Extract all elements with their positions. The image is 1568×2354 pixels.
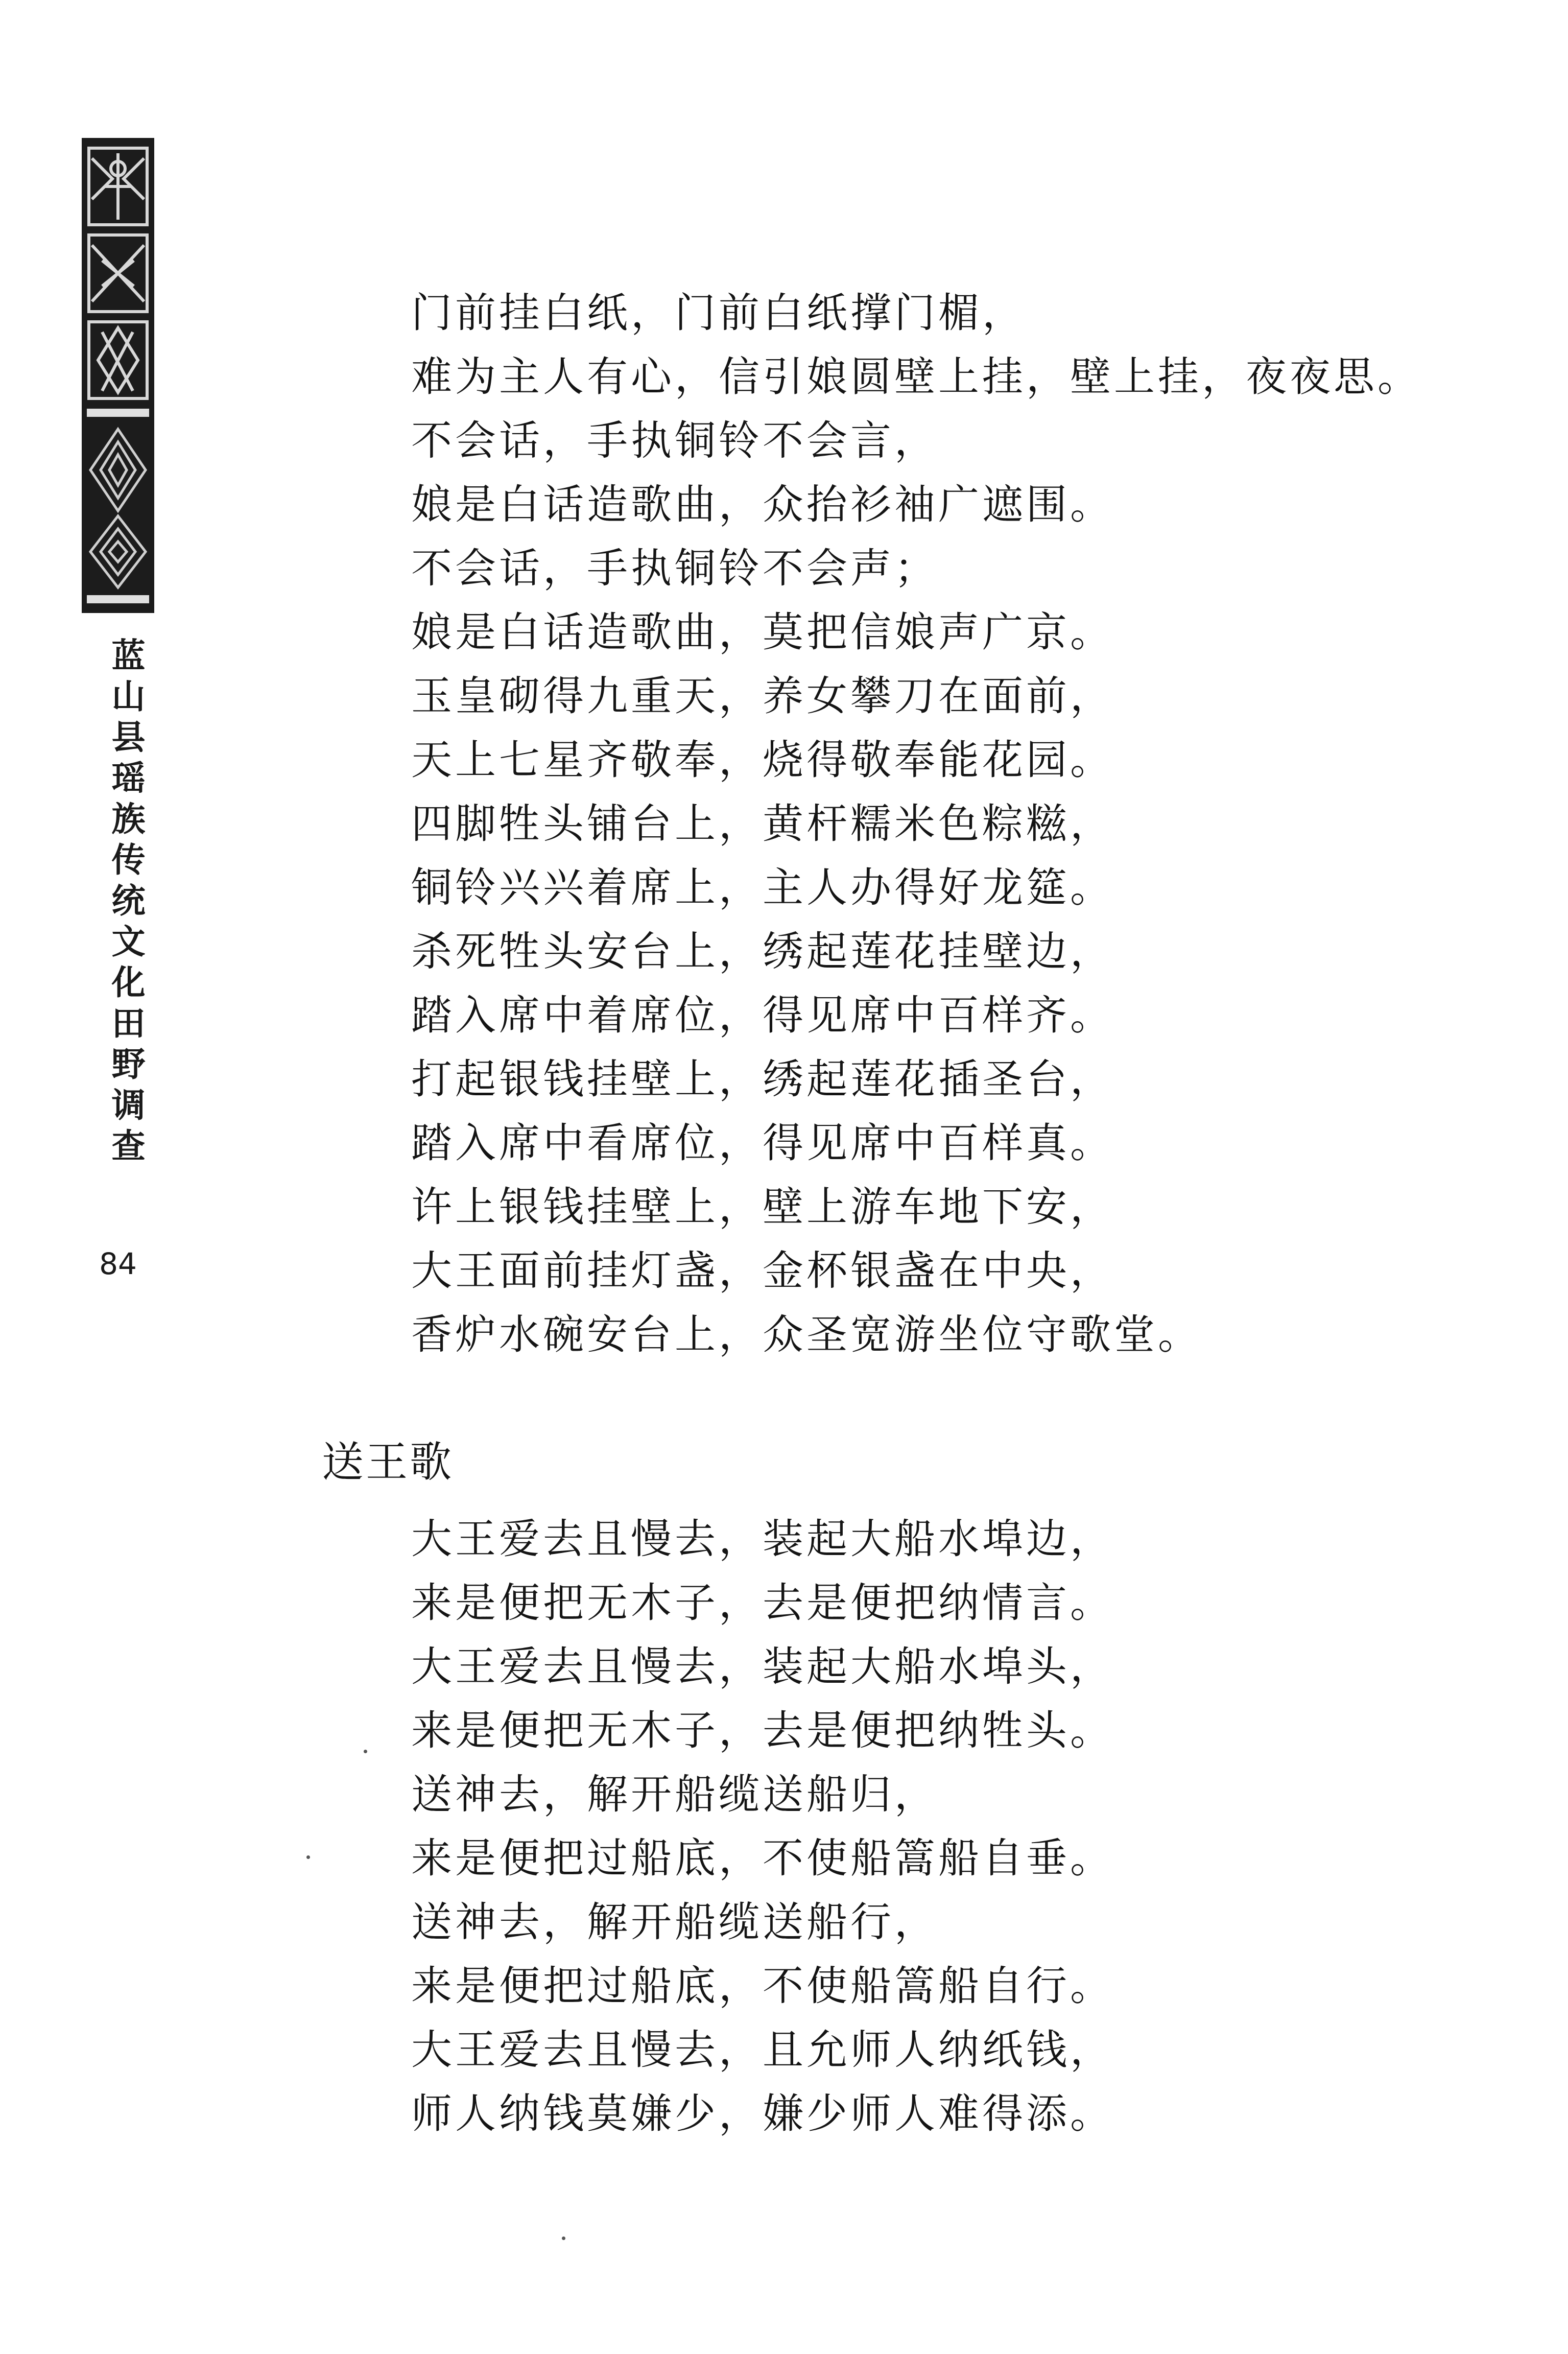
verse-line: 大王爱去且慢去，装起大船水埠头，: [411, 1643, 1114, 1690]
page-number: 84: [99, 1246, 137, 1281]
scan-speck: [364, 1750, 367, 1753]
verse-line: 四脚牲头铺台上，黄杆糯米色粽糍，: [411, 800, 1114, 848]
verse-line: 踏入席中着席位，得见席中百样齐。: [411, 992, 1114, 1039]
verse-line: 玉皇砌得九重天，养女攀刀在面前，: [411, 672, 1114, 720]
verse-line: 大王爱去且慢去，且允师人纳纸钱，: [411, 2026, 1114, 2074]
verse-line: 踏入席中看席位，得见席中百样真。: [411, 1119, 1114, 1167]
verse-line: 大王面前挂灯盏，金杯银盏在中央，: [411, 1247, 1114, 1294]
verse-line: 娘是白话造歌曲，莫把信娘声广京。: [411, 608, 1114, 656]
book-title-vertical: 蓝山县瑶族传统文化田野调查: [106, 638, 145, 1169]
poem-verse-continued: [411, 281, 1484, 1367]
verse-line: 难为主人有心，信引娘圆壁上挂，壁上挂，夜夜思。: [411, 353, 1421, 401]
song-title: 送王歌: [322, 1438, 454, 1487]
verse-line: 天上七星齐敬奉，烧得敬奉能花园。: [411, 736, 1114, 784]
verse-line: 送神去，解开船缆送船归，: [411, 1771, 938, 1818]
verse-line: 来是便把过船底，不使船篙船自行。: [411, 1962, 1114, 2010]
verse-line: 许上银钱挂壁上，壁上游车地下安，: [411, 1183, 1114, 1231]
verse-line: 杀死牲头安台上，绣起莲花挂壁边，: [411, 928, 1114, 975]
poem-verse-send-king: [411, 1507, 1484, 2146]
verse-line: 铜铃兴兴着席上，主人办得好龙筵。: [411, 864, 1114, 911]
scan-speck: [306, 1855, 310, 1859]
verse-line: 大王爱去且慢去，装起大船水埠边，: [411, 1515, 1114, 1563]
verse-line: 打起银钱挂壁上，绣起莲花插圣台，: [411, 1055, 1114, 1103]
verse-line: 门前挂白纸，门前白纸撑门楣，: [411, 289, 1026, 337]
verse-line: 来是便把过船底，不使船篙船自垂。: [411, 1834, 1114, 1882]
verse-line: 娘是白话造歌曲，众抬衫袖广遮围。: [411, 481, 1114, 528]
decorative-pattern-banner: [82, 138, 154, 613]
verse-line: 不会话，手执铜铃不会言，: [411, 417, 938, 464]
verse-line: 送神去，解开船缆送船行，: [411, 1898, 938, 1946]
verse-line: 香炉水碗安台上，众圣宽游坐位守歌堂。: [411, 1311, 1202, 1358]
verse-line: 师人纳钱莫嫌少，嫌少师人难得添。: [411, 2090, 1114, 2137]
scan-speck: [562, 2237, 565, 2240]
verse-line: 来是便把无木子，去是便把纳情言。: [411, 1579, 1114, 1627]
verse-line: 来是便把无木子，去是便把纳牲头。: [411, 1707, 1114, 1754]
verse-line: 不会话，手执铜铃不会声；: [411, 545, 938, 592]
